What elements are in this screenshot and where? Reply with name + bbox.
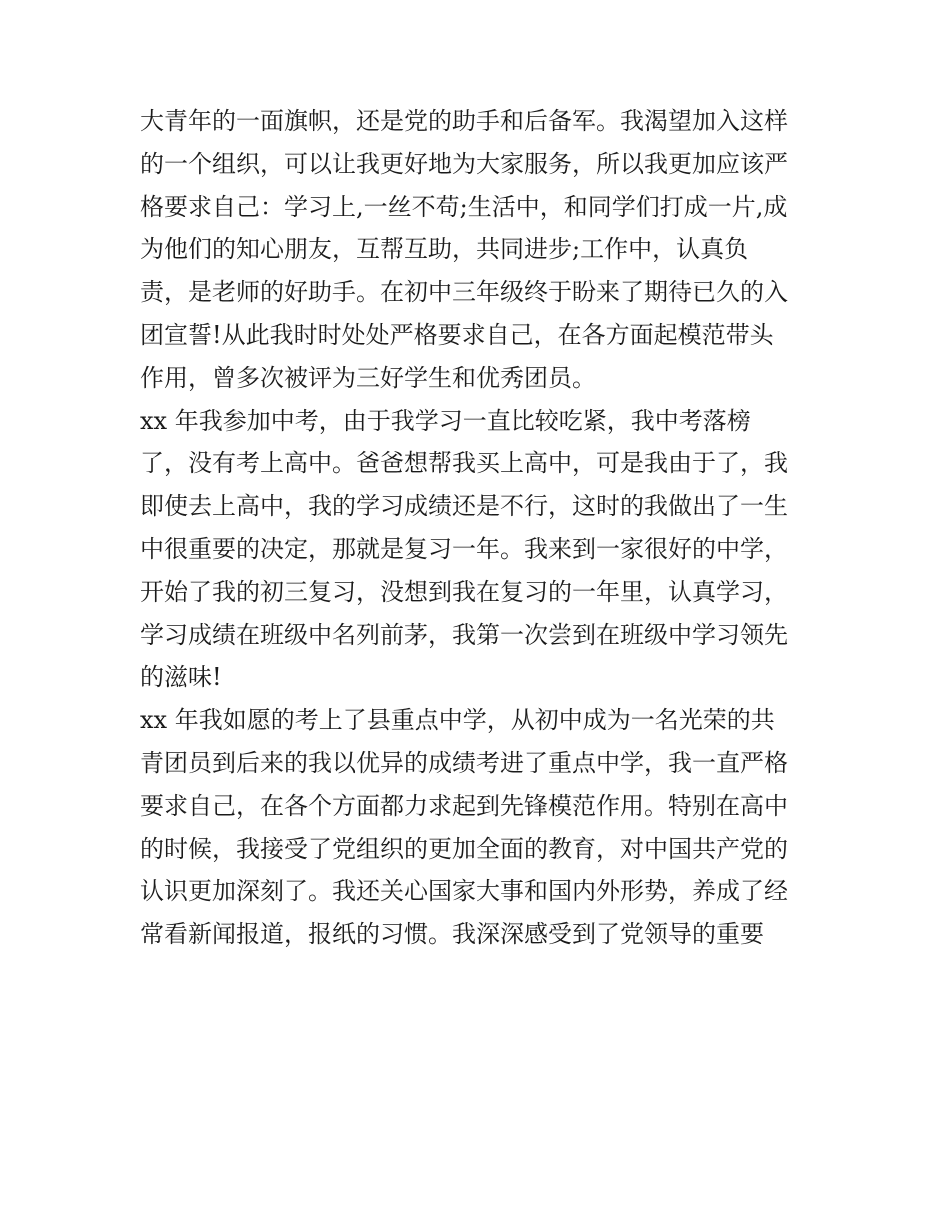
text-line: 的滋味! <box>140 663 222 692</box>
text-line: 认识更加深刻了。我还关心国家大事和国内外形势，养成了经 <box>140 877 788 906</box>
text-line: 青团员到后来的我以优异的成绩考进了重点中学，我一直严格 <box>140 748 788 777</box>
text-line: 要求自己，在各个方面都力求起到先锋模范作用。特别在高中 <box>140 791 788 820</box>
text-line: 格要求自己：学习上,一丝不苟;生活中，和同学们打成一片,成 <box>140 192 788 221</box>
text-line: 作用，曾多次被评为三好学生和优秀团员。 <box>140 363 596 392</box>
text-line: 了，没有考上高中。爸爸想帮我买上高中，可是我由于了，我 <box>140 449 788 478</box>
text-line: xx 年我参加中考，由于我学习一直比较吃紧，我中考落榜 <box>140 406 751 435</box>
text-line: 学习成绩在班级中名列前茅，我第一次尝到在班级中学习领先 <box>140 620 788 649</box>
text-line: xx 年我如愿的考上了县重点中学，从初中成为一名光荣的共 <box>140 706 775 735</box>
text-line: 团宣誓!从此我时时处处严格要求自己，在各方面起模范带头 <box>140 320 774 349</box>
text-line: 的时候，我接受了党组织的更加全面的教育，对中国共产党的 <box>140 834 788 863</box>
text-line: 为他们的知心朋友，互帮互助，共同进步;工作中，认真负 <box>140 235 749 264</box>
text-line: 的一个组织，可以让我更好地为大家服务，所以我更加应该严 <box>140 149 788 178</box>
document-body <box>140 100 820 956</box>
text-line: 责，是老师的好助手。在初中三年级终于盼来了期待已久的入 <box>140 278 788 307</box>
text-line: 开始了我的初三复习，没想到我在复习的一年里，认真学习， <box>140 577 788 606</box>
text-line: 常看新闻报道，报纸的习惯。我深深感受到了党领导的重要 <box>140 920 764 949</box>
text-line: 大青年的一面旗帜，还是党的助手和后备军。我渴望加入这样 <box>140 107 788 135</box>
text-line: 中很重要的决定，那就是复习一年。我来到一家很好的中学， <box>140 534 788 563</box>
text-line: 即使去上高中，我的学习成绩还是不行，这时的我做出了一生 <box>140 492 788 521</box>
